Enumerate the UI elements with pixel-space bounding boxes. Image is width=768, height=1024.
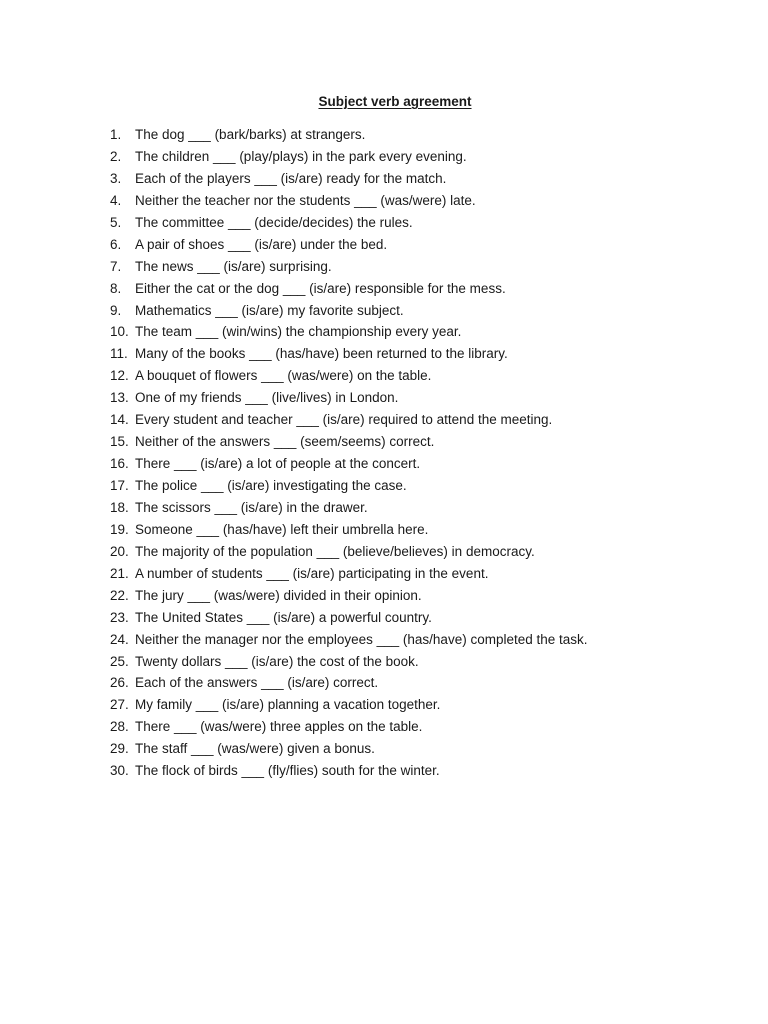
exercise-item <box>110 321 710 343</box>
exercise-item <box>110 234 710 256</box>
exercise-sentence: Neither the teacher nor the students ___ (was/were) late. <box>135 192 476 208</box>
exercise-item <box>110 541 710 563</box>
exercise-sentence: There ___ (is/are) a lot of people at the concert. <box>135 456 421 472</box>
exercise-item <box>110 672 710 694</box>
exercise-sentence: The United States ___ (is/are) a powerful country. <box>135 609 432 625</box>
exercise-sentence: The scissors ___ (is/are) in the drawer. <box>135 499 368 515</box>
exercise-sentence: The jury ___ (was/were) divided in their opinion. <box>135 587 422 603</box>
exercise-item <box>110 278 710 300</box>
exercise-sentence: Either the cat or the dog ___ (is/are) responsible for the mess. <box>135 280 506 296</box>
exercise-sentence: My family ___ (is/are) planning a vacation together. <box>135 697 441 713</box>
exercise-item <box>110 212 710 234</box>
exercise-item <box>110 453 710 475</box>
exercise-item <box>110 497 710 519</box>
exercise-item <box>110 409 710 431</box>
exercise-number: 4. <box>110 192 122 208</box>
exercise-list <box>110 124 710 782</box>
exercise-item <box>110 563 710 585</box>
exercise-number: 17. <box>110 478 129 493</box>
exercise-number: 16. <box>110 456 129 472</box>
exercise-sentence: The flock of birds ___ (fly/flies) south for the winter. <box>135 763 440 779</box>
exercise-number: 13. <box>110 390 129 406</box>
exercise-number: 26. <box>110 675 129 691</box>
exercise-number: 2. <box>110 148 122 164</box>
exercise-sentence: The staff ___ (was/were) given a bonus. <box>135 741 375 757</box>
exercise-item <box>110 300 710 322</box>
exercise-number: 8. <box>110 280 122 296</box>
exercise-number: 29. <box>110 741 129 757</box>
exercise-sentence: Each of the players ___ (is/are) ready for the match. <box>135 170 447 186</box>
exercise-sentence: Someone ___ (has/have) left their umbrella here. <box>135 521 429 537</box>
exercise-item <box>110 256 710 278</box>
exercise-item <box>110 168 710 190</box>
exercise-item <box>110 694 710 716</box>
exercise-number: 15. <box>110 434 129 450</box>
exercise-sentence: Many of the books ___ (has/have) been returned to the library. <box>135 346 508 362</box>
exercise-item <box>110 190 710 212</box>
exercise-number: 14. <box>110 412 129 428</box>
exercise-sentence: The dog ___ (bark/barks) at strangers. <box>135 127 366 142</box>
exercise-sentence: One of my friends ___ (live/lives) in London. <box>135 390 399 406</box>
exercise-item <box>110 365 710 387</box>
exercise-sentence: Twenty dollars ___ (is/are) the cost of the book. <box>135 653 419 669</box>
exercise-item <box>110 629 710 651</box>
exercise-item <box>110 146 710 168</box>
exercise-sentence: The majority of the population ___ (believe/believes) in democracy. <box>135 543 535 559</box>
exercise-number: 12. <box>110 368 129 384</box>
exercise-number: 10. <box>110 324 129 340</box>
exercise-item <box>110 431 710 453</box>
exercise-number: 9. <box>110 302 122 318</box>
exercise-sentence: Neither of the answers ___ (seem/seems) correct. <box>135 434 435 450</box>
exercise-item <box>110 760 710 782</box>
exercise-item <box>110 343 710 365</box>
exercise-number: 20. <box>110 543 129 559</box>
exercise-number: 7. <box>110 258 122 274</box>
exercise-sentence: The children ___ (play/plays) in the park every evening. <box>135 148 467 164</box>
exercise-item <box>110 475 710 497</box>
exercise-item <box>110 124 710 146</box>
exercise-number: 24. <box>110 631 129 647</box>
exercise-number: 5. <box>110 214 122 230</box>
exercise-sentence: Mathematics ___ (is/are) my favorite subject. <box>135 302 404 318</box>
exercise-item <box>110 519 710 541</box>
exercise-number: 27. <box>110 697 129 713</box>
document-title: Subject verb agreement <box>318 94 472 109</box>
exercise-item <box>110 387 710 409</box>
exercise-sentence: The committee ___ (decide/decides) the rules. <box>135 214 413 230</box>
exercise-number: 22. <box>110 587 129 603</box>
exercise-sentence: Each of the answers ___ (is/are) correct. <box>135 675 379 691</box>
exercise-number: 18. <box>110 499 129 515</box>
exercise-item <box>110 585 710 607</box>
exercise-item <box>110 738 710 760</box>
exercise-item <box>110 607 710 629</box>
exercise-sentence: Every student and teacher ___ (is/are) required to attend the meeting. <box>135 412 553 428</box>
exercise-sentence: The police ___ (is/are) investigating the case. <box>135 478 407 493</box>
exercise-sentence: A pair of shoes ___ (is/are) under the bed. <box>135 236 388 252</box>
exercise-sentence: Neither the manager nor the employees ___ (has/have) completed the task. <box>135 631 588 647</box>
exercise-sentence: A number of students ___ (is/are) participating in the event. <box>135 565 489 581</box>
exercise-number: 19. <box>110 521 129 537</box>
exercise-number: 3. <box>110 170 122 186</box>
exercise-sentence: The news ___ (is/are) surprising. <box>135 258 332 274</box>
exercise-number: 30. <box>110 763 129 779</box>
exercise-number: 1. <box>110 127 122 142</box>
exercise-sentence: The team ___ (win/wins) the championship every year. <box>135 324 462 340</box>
exercise-number: 28. <box>110 719 129 735</box>
exercise-number: 6. <box>110 236 122 252</box>
exercise-number: 11. <box>110 346 128 362</box>
exercise-number: 25. <box>110 653 129 669</box>
exercise-sentence: There ___ (was/were) three apples on the table. <box>135 719 423 735</box>
exercise-number: 23. <box>110 609 129 625</box>
exercise-sentence: A bouquet of flowers ___ (was/were) on the table. <box>135 368 432 384</box>
exercise-item <box>110 716 710 738</box>
exercise-item <box>110 651 710 673</box>
exercise-number: 21. <box>110 565 129 581</box>
